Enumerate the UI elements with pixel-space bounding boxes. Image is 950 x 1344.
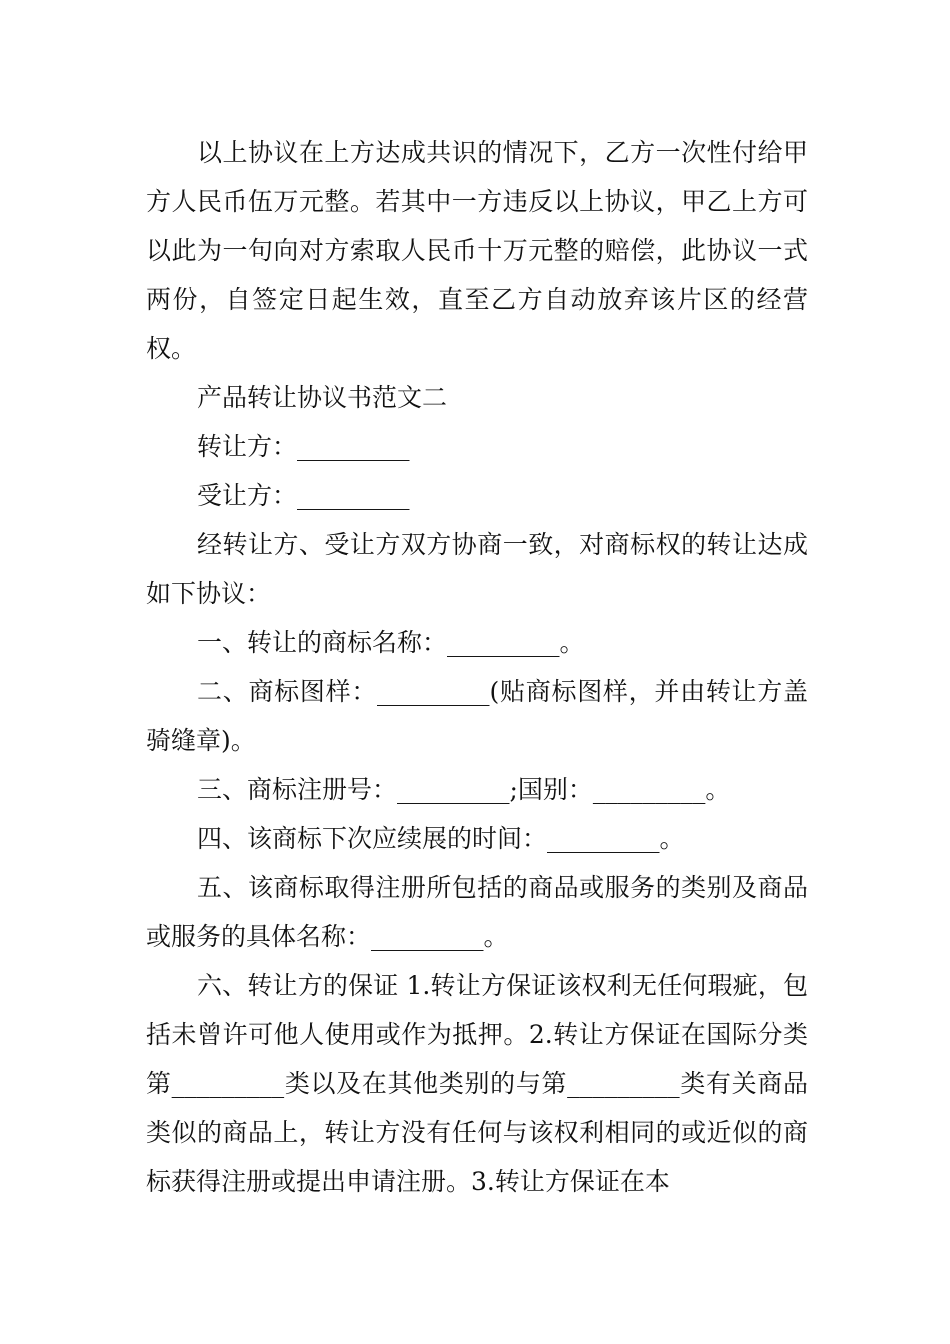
- paragraph-agreement-terms: 以上协议在上方达成共识的情况下，乙方一次性付给甲方人民币伍万元整。若其中一方违反以上协议，甲乙上方可以此为一句向对方索取人民币十万元整的赔偿，此协议一式两份，自签定日起生效，直至乙方自动放弃该片区的经营权。: [146, 138, 808, 363]
- clause-3-registration-number: 三、商标注册号：_________;国别：_________。: [197, 775, 731, 804]
- clause-4-renewal-date: 四、该商标下次应续展的时间：_________。: [197, 824, 685, 853]
- clause-5-goods-services: 五、该商标取得注册所包括的商品或服务的类别及商品或服务的具体名称：_________。: [146, 873, 808, 951]
- clause-1-trademark-name: 一、转让的商标名称：_________。: [197, 628, 585, 657]
- clause-6-transferor-guarantee: 六、转让方的保证 1.转让方保证该权利无任何瑕疵，包括未曾许可他人使用或作为抵押。2.转让方保证在国际分类第_________类以及在其他类别的与第_________类有关商品类似的商品上，转让方没有任何与该权利相同的或近似的商标获得注册或提出申请注册。3.转让方保证在本: [146, 971, 808, 1196]
- transferor-field: 转让方：_________: [197, 432, 410, 461]
- paragraph-intro: 经转让方、受让方双方协商一致，对商标权的转让达成如下协议：: [146, 530, 808, 608]
- section-heading: 产品转让协议书范文二: [197, 383, 448, 412]
- document-body: [146, 128, 808, 1206]
- clause-2-trademark-sample: 二、商标图样：_________(贴商标图样，并由转让方盖骑缝章)。: [146, 677, 808, 755]
- transferee-field: 受让方：_________: [197, 481, 410, 510]
